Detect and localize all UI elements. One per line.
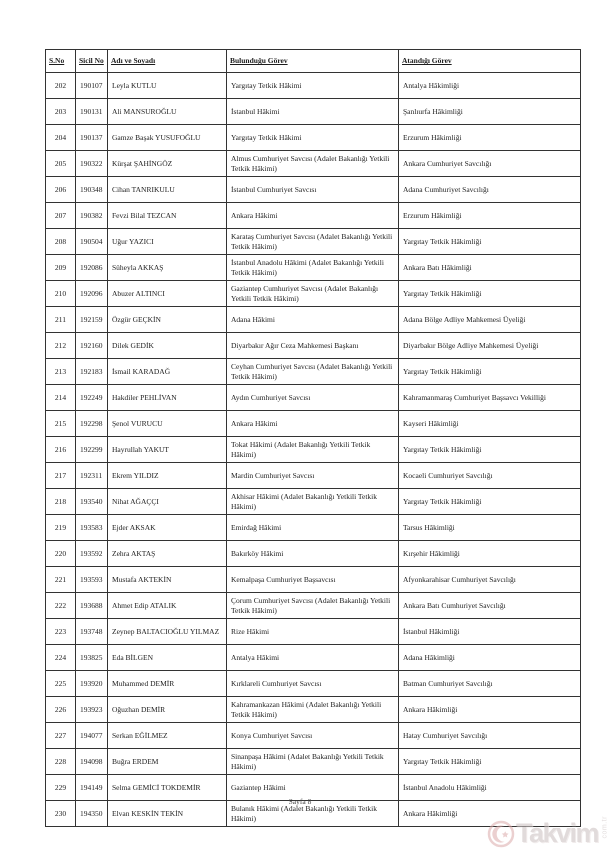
cell-sno: 206 — [46, 177, 76, 203]
cell-assigned-post: Yargıtay Tetkik Hâkimliği — [399, 359, 581, 385]
cell-sno: 202 — [46, 73, 76, 99]
cell-name: İsmail KARADAĞ — [108, 359, 227, 385]
cell-name: Süheyla AKKAŞ — [108, 255, 227, 281]
cell-sno: 210 — [46, 281, 76, 307]
cell-sicil-no: 194149 — [76, 775, 108, 801]
cell-sno: 226 — [46, 697, 76, 723]
cell-assigned-post: Erzurum Hâkimliği — [399, 203, 581, 229]
cell-sicil-no: 190348 — [76, 177, 108, 203]
cell-name: Hayrullah YAKUT — [108, 437, 227, 463]
cell-sicil-no: 192311 — [76, 463, 108, 489]
cell-current-post: İstanbul Cumhuriyet Savcısı — [227, 177, 399, 203]
table-row — [46, 749, 581, 775]
cell-sno: 227 — [46, 723, 76, 749]
table-row — [46, 359, 581, 385]
cell-assigned-post: Tarsus Hâkimliği — [399, 515, 581, 541]
cell-name: Oğuzhan DEMİR — [108, 697, 227, 723]
cell-name: Zehra AKTAŞ — [108, 541, 227, 567]
cell-sicil-no: 192086 — [76, 255, 108, 281]
header-sicil-no: Sicil No — [76, 50, 108, 73]
cell-name: Uğur YAZICI — [108, 229, 227, 255]
table-row — [46, 177, 581, 203]
cell-sicil-no: 190107 — [76, 73, 108, 99]
cell-assigned-post: Ankara Hâkimliği — [399, 697, 581, 723]
table-row — [46, 671, 581, 697]
cell-assigned-post: Diyarbakır Bölge Adliye Mahkemesi Üyeliği — [399, 333, 581, 359]
cell-name: Ejder AKSAK — [108, 515, 227, 541]
cell-assigned-post: Ankara Batı Hâkimliği — [399, 255, 581, 281]
cell-name: Ekrem YILDIZ — [108, 463, 227, 489]
cell-sno: 218 — [46, 489, 76, 515]
cell-assigned-post: Antalya Hâkimliği — [399, 73, 581, 99]
table-row — [46, 385, 581, 411]
cell-sno: 208 — [46, 229, 76, 255]
cell-sicil-no: 192299 — [76, 437, 108, 463]
cell-sicil-no: 193688 — [76, 593, 108, 619]
cell-current-post: İstanbul Hâkimi — [227, 99, 399, 125]
cell-assigned-post: Ankara Batı Cumhuriyet Savcılığı — [399, 593, 581, 619]
cell-current-post: Ankara Hâkimi — [227, 411, 399, 437]
cell-assigned-post: Yargıtay Tetkik Hâkimliği — [399, 749, 581, 775]
table-body — [46, 73, 581, 827]
watermark-suffix-text: com.tr — [601, 816, 609, 839]
table-row — [46, 645, 581, 671]
table-row — [46, 463, 581, 489]
judicial-appointments-table — [45, 49, 581, 827]
cell-current-post: Kemalpaşa Cumhuriyet Başsavcısı — [227, 567, 399, 593]
table-header-row — [46, 50, 581, 73]
cell-current-post: Emirdağ Hâkimi — [227, 515, 399, 541]
cell-sno: 219 — [46, 515, 76, 541]
cell-current-post: Sinanpaşa Hâkimi (Adalet Bakanlığı Yetkili Tetkik Hâkimi) — [227, 749, 399, 775]
cell-sno: 205 — [46, 151, 76, 177]
cell-current-post: Adana Hâkimi — [227, 307, 399, 333]
cell-sicil-no: 192298 — [76, 411, 108, 437]
cell-assigned-post: Kırşehir Hâkimliği — [399, 541, 581, 567]
cell-assigned-post: Kocaeli Cumhuriyet Savcılığı — [399, 463, 581, 489]
cell-sno: 221 — [46, 567, 76, 593]
table-row — [46, 541, 581, 567]
cell-sicil-no: 190131 — [76, 99, 108, 125]
cell-sno: 203 — [46, 99, 76, 125]
cell-assigned-post: İstanbul Anadolu Hâkimliği — [399, 775, 581, 801]
cell-sicil-no: 193923 — [76, 697, 108, 723]
table-row — [46, 151, 581, 177]
cell-current-post: Gaziantep Hâkimi — [227, 775, 399, 801]
cell-sicil-no: 190137 — [76, 125, 108, 151]
cell-sicil-no: 192249 — [76, 385, 108, 411]
cell-name: Fevzi Bilal TEZCAN — [108, 203, 227, 229]
table-row — [46, 619, 581, 645]
cell-assigned-post: Kahramanmaraş Cumhuriyet Başsavcı Vekilliği — [399, 385, 581, 411]
cell-sno: 204 — [46, 125, 76, 151]
cell-current-post: Karataş Cumhuriyet Savcısı (Adalet Bakanlığı Yetkili Tetkik Hâkimi) — [227, 229, 399, 255]
cell-current-post: Bulanık Hâkimi (Adalet Bakanlığı Yetkili Tetkik Hâkimi) — [227, 801, 399, 827]
cell-sicil-no: 193825 — [76, 645, 108, 671]
table-row — [46, 229, 581, 255]
cell-current-post: Gaziantep Cumhuriyet Savcısı (Adalet Bakanlığı Yetkili Tetkik Hâkimi) — [227, 281, 399, 307]
cell-assigned-post: Ankara Cumhuriyet Savcılığı — [399, 151, 581, 177]
cell-sicil-no: 194350 — [76, 801, 108, 827]
cell-assigned-post: Adana Bölge Adliye Mahkemesi Üyeliği — [399, 307, 581, 333]
cell-sicil-no: 192159 — [76, 307, 108, 333]
cell-sno: 209 — [46, 255, 76, 281]
cell-sno: 213 — [46, 359, 76, 385]
watermark-brand-text: Takvim — [515, 818, 598, 848]
cell-sno: 224 — [46, 645, 76, 671]
cell-name: Elvan KESKİN TEKİN — [108, 801, 227, 827]
cell-current-post: Kırklareli Cumhuriyet Savcısı — [227, 671, 399, 697]
header-name: Adı ve Soyadı — [108, 50, 227, 73]
cell-sicil-no: 192096 — [76, 281, 108, 307]
cell-assigned-post: Kayseri Hâkimliği — [399, 411, 581, 437]
cell-assigned-post: Batman Cumhuriyet Savcılığı — [399, 671, 581, 697]
cell-name: Buğra ERDEM — [108, 749, 227, 775]
cell-sno: 214 — [46, 385, 76, 411]
cell-name: Ahmet Edip ATALIK — [108, 593, 227, 619]
cell-sicil-no: 193592 — [76, 541, 108, 567]
cell-sno: 216 — [46, 437, 76, 463]
header-sno: S.No — [46, 50, 76, 73]
cell-sicil-no: 192160 — [76, 333, 108, 359]
cell-sicil-no: 190322 — [76, 151, 108, 177]
cell-assigned-post: Yargıtay Tetkik Hâkimliği — [399, 437, 581, 463]
cell-current-post: Yargıtay Tetkik Hâkimi — [227, 73, 399, 99]
cell-sno: 223 — [46, 619, 76, 645]
cell-name: Serkan EĞİLMEZ — [108, 723, 227, 749]
cell-assigned-post: Yargıtay Tetkik Hâkimliği — [399, 281, 581, 307]
cell-name: Dilek GEDİK — [108, 333, 227, 359]
table-row — [46, 99, 581, 125]
cell-sno: 230 — [46, 801, 76, 827]
cell-name: Hakdiler PEHLİVAN — [108, 385, 227, 411]
cell-name: Ali MANSUROĞLU — [108, 99, 227, 125]
cell-assigned-post: İstanbul Hâkimliği — [399, 619, 581, 645]
cell-sno: 222 — [46, 593, 76, 619]
table-row — [46, 73, 581, 99]
table-row — [46, 125, 581, 151]
cell-name: Leyla KUTLU — [108, 73, 227, 99]
cell-sicil-no: 193593 — [76, 567, 108, 593]
cell-sno: 228 — [46, 749, 76, 775]
cell-sicil-no: 193540 — [76, 489, 108, 515]
table-row — [46, 723, 581, 749]
table-row — [46, 489, 581, 515]
header-assigned-post: Atandığı Görev — [399, 50, 581, 73]
cell-sno: 225 — [46, 671, 76, 697]
cell-sicil-no: 194098 — [76, 749, 108, 775]
table-row — [46, 281, 581, 307]
cell-current-post: Mardin Cumhuriyet Savcısı — [227, 463, 399, 489]
cell-assigned-post: Hatay Cumhuriyet Savcılığı — [399, 723, 581, 749]
cell-assigned-post: Adana Hâkimliği — [399, 645, 581, 671]
cell-current-post: Aydın Cumhuriyet Savcısı — [227, 385, 399, 411]
header-current-post: Bulunduğu Görev — [227, 50, 399, 73]
cell-sicil-no: 193583 — [76, 515, 108, 541]
cell-name: Eda BİLGEN — [108, 645, 227, 671]
table-row — [46, 203, 581, 229]
cell-current-post: Ceyhan Cumhuriyet Savcısı (Adalet Bakanlığı Yetkili Tetkik Hâkimi) — [227, 359, 399, 385]
table-row — [46, 515, 581, 541]
table-row — [46, 567, 581, 593]
cell-current-post: Çorum Cumhuriyet Savcısı (Adalet Bakanlığı Yetkili Tetkik Hâkimi) — [227, 593, 399, 619]
cell-sicil-no: 193748 — [76, 619, 108, 645]
cell-name: Selma GEMİCİ TOKDEMİR — [108, 775, 227, 801]
cell-assigned-post: Adana Cumhuriyet Savcılığı — [399, 177, 581, 203]
cell-current-post: İstanbul Anadolu Hâkimi (Adalet Bakanlığı Yetkili Tetkik Hâkimi) — [227, 255, 399, 281]
cell-name: Cihan TANRIKULU — [108, 177, 227, 203]
cell-assigned-post: Erzurum Hâkimliği — [399, 125, 581, 151]
cell-name: Gamze Başak YUSUFOĞLU — [108, 125, 227, 151]
table-row — [46, 697, 581, 723]
cell-name: Şenol VURUCU — [108, 411, 227, 437]
cell-current-post: Bakırköy Hâkimi — [227, 541, 399, 567]
cell-sicil-no: 193920 — [76, 671, 108, 697]
cell-current-post: Antalya Hâkimi — [227, 645, 399, 671]
cell-sno: 212 — [46, 333, 76, 359]
cell-name: Mustafa AKTEKİN — [108, 567, 227, 593]
cell-assigned-post: Afyonkarahisar Cumhuriyet Savcılığı — [399, 567, 581, 593]
cell-sno: 211 — [46, 307, 76, 333]
cell-sicil-no: 194077 — [76, 723, 108, 749]
table-row — [46, 437, 581, 463]
cell-current-post: Almus Cumhuriyet Savcısı (Adalet Bakanlığı Yetkili Tetkik Hâkimi) — [227, 151, 399, 177]
cell-current-post: Yargıtay Tetkik Hâkimi — [227, 125, 399, 151]
cell-name: Abuzer ALTINCI — [108, 281, 227, 307]
cell-sicil-no: 192183 — [76, 359, 108, 385]
table-row — [46, 255, 581, 281]
table-row — [46, 411, 581, 437]
cell-sno: 215 — [46, 411, 76, 437]
cell-current-post: Ankara Hâkimi — [227, 203, 399, 229]
cell-assigned-post: Şanlıurfa Hâkimliği — [399, 99, 581, 125]
cell-current-post: Akhisar Hâkimi (Adalet Bakanlığı Yetkili Tetkik Hâkimi) — [227, 489, 399, 515]
cell-name: Kürşat ŞAHİNGÖZ — [108, 151, 227, 177]
table-row — [46, 333, 581, 359]
cell-current-post: Rize Hâkimi — [227, 619, 399, 645]
cell-sno: 229 — [46, 775, 76, 801]
table-row — [46, 307, 581, 333]
cell-current-post: Konya Cumhuriyet Savcısı — [227, 723, 399, 749]
cell-sicil-no: 190504 — [76, 229, 108, 255]
cell-current-post: Kahramankazan Hâkimi (Adalet Bakanlığı Yetkili Tetkik Hâkimi) — [227, 697, 399, 723]
cell-assigned-post: Yargıtay Tetkik Hâkimliği — [399, 229, 581, 255]
cell-name: Nihat AĞAÇÇI — [108, 489, 227, 515]
page-number: Sayfa 8 — [288, 797, 312, 806]
cell-sno: 217 — [46, 463, 76, 489]
cell-assigned-post: Ankara Hâkimliği — [399, 801, 581, 827]
cell-name: Özgür GEÇKİN — [108, 307, 227, 333]
cell-name: Muhammed DEMİR — [108, 671, 227, 697]
cell-sno: 207 — [46, 203, 76, 229]
cell-current-post: Diyarbakır Ağır Ceza Mahkemesi Başkanı — [227, 333, 399, 359]
cell-current-post: Tokat Hâkimi (Adalet Bakanlığı Yetkili Tetkik Hâkimi) — [227, 437, 399, 463]
cell-sno: 220 — [46, 541, 76, 567]
cell-sicil-no: 190382 — [76, 203, 108, 229]
cell-name: Zeynep BALTACIOĞLU YILMAZ — [108, 619, 227, 645]
cell-assigned-post: Yargıtay Tetkik Hâkimliği — [399, 489, 581, 515]
table-row — [46, 593, 581, 619]
